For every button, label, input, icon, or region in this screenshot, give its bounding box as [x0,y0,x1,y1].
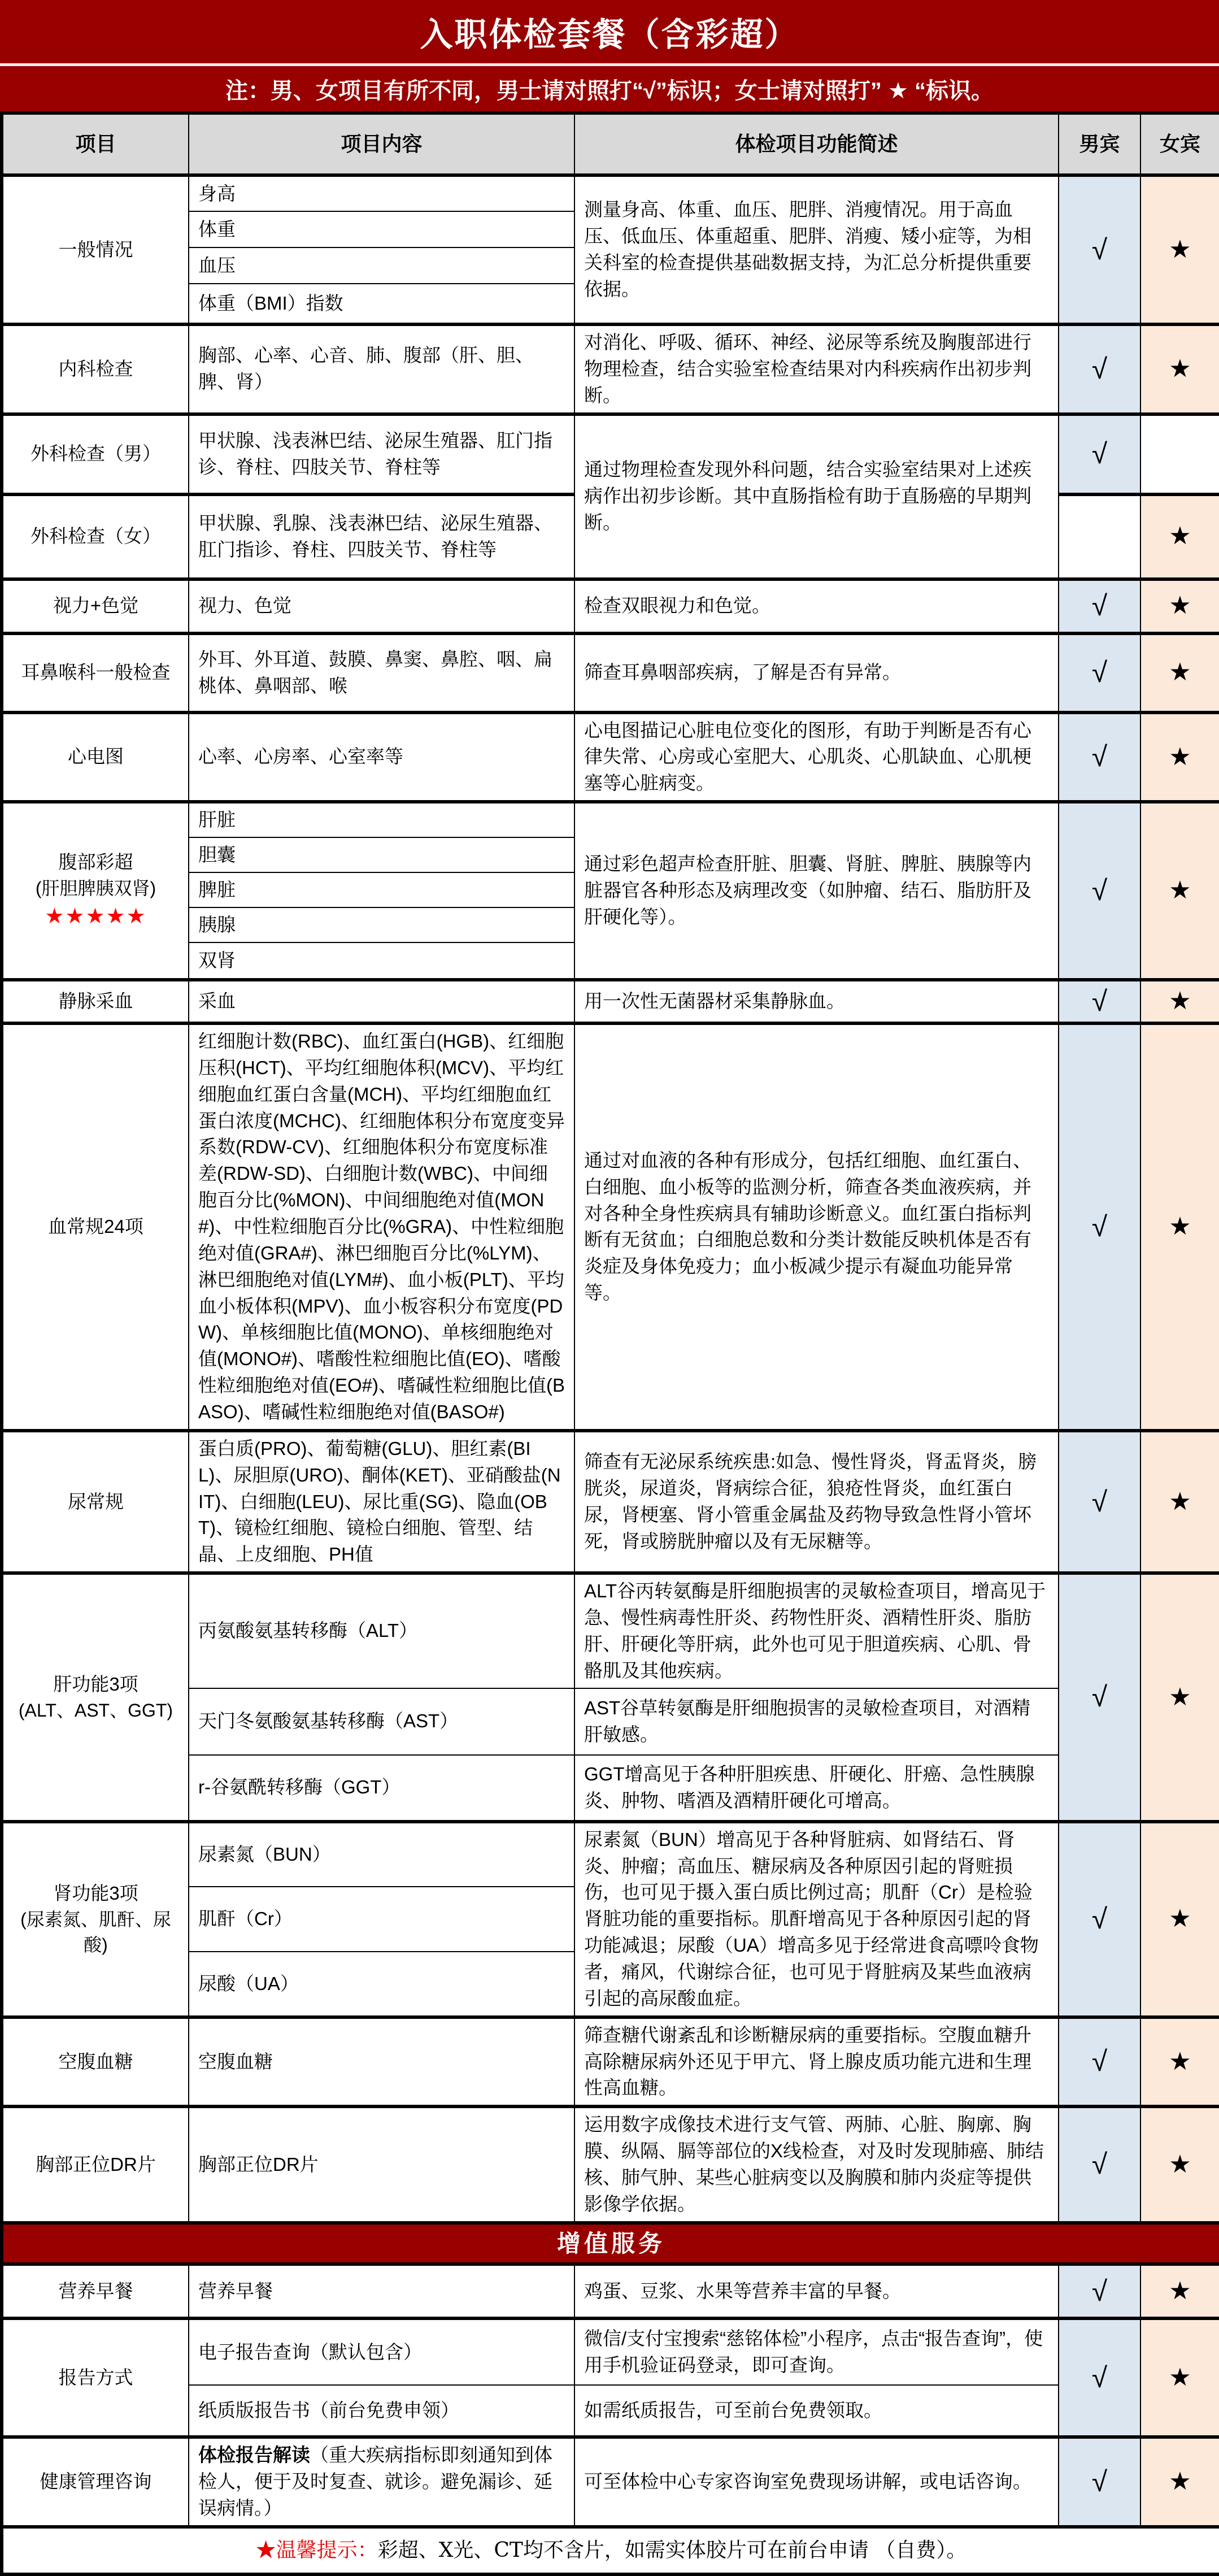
addon-services-banner: 增值服务 [2,2223,1219,2265]
mark-blood-draw-male: √ [1059,980,1140,1023]
header-desc: 体检项目功能简述 [574,113,1059,175]
item-liver-panel-sub: (ALT、AST、GGT) [18,1700,173,1721]
content-liver-organ: 肝脏 [189,802,574,837]
content-surgical-male: 甲状腺、浅表淋巴结、泌尿生殖器、肛门指诊、脊柱、四肢关节、脊柱等 [189,414,574,494]
table-header-row [2,113,1219,175]
content-bun: 尿素氮（BUN） [189,1822,574,1887]
item-internal: 内科检查 [2,324,189,414]
desc-ent: 筛查耳鼻咽部疾病，了解是否有异常。 [574,633,1059,713]
mark-kidney-female: ★ [1140,1822,1219,2017]
desc-ggt: GGT增高见于各种肝胆疾患、肝硬化、肝癌、急性胰腺炎、肿物、嗜酒及酒精肝硬化可增高。 [574,1755,1059,1822]
desc-ast: AST谷草转氨酶是肝细胞损害的灵敏检查项目，对酒精肝敏感。 [574,1688,1059,1755]
footer-tip-label: 温馨提示： [276,2539,378,2562]
mark-ecg-male: √ [1059,713,1140,802]
content-health-detail: （重大疾病指标即刻通知到体检人，便于及时复查、就诊。避免漏诊、延误病情。） [198,2444,552,2519]
item-cbc: 血常规24项 [2,1023,189,1431]
mark-ent-female: ★ [1140,633,1219,713]
desc-paper-report: 如需纸质报告，可至前台免费领取。 [574,2385,1059,2437]
desc-alt: ALT谷丙转氨酶是肝细胞损害的灵敏检查项目，增高见于急、慢性病毒性肝炎、药物性肝炎、酒精性肝炎、脂肪肝、肝硬化等肝病，此外也可见于胆道疾病、心肌、骨骼肌及其他疾病。 [574,1573,1059,1688]
item-ent: 耳鼻喉科一般检查 [2,633,189,713]
header-male: 男宾 [1059,113,1140,175]
mark-general-male: √ [1059,175,1140,324]
content-alt: 丙氨酸氨基转移酶（ALT） [189,1573,574,1688]
content-spleen: 脾脏 [189,872,574,907]
content-blood-draw: 采血 [189,980,574,1023]
mark-cbc-male: √ [1059,1023,1140,1431]
footer-tip-text: 彩超、X光、CT均不含片，如需实体胶片可在前台申请 （自费）。 [377,2539,967,2562]
content-bp: 血压 [189,247,574,284]
desc-blood-draw: 用一次性无菌器材采集静脉血。 [574,980,1059,1023]
item-liver-panel [2,1573,189,1821]
content-surgical-female: 甲状腺、乳腺、浅表淋巴结、泌尿生殖器、肛门指诊、脊柱、四肢关节、脊柱等 [189,494,574,579]
footer-tip [2,2527,1219,2574]
header-female: 女宾 [1140,113,1219,175]
desc-ultrasound: 通过彩色超声检查肝脏、胆囊、肾脏、脾脏、胰腺等内脏器官各种形态及病理改变（如肿瘤、结石、脂肪肝及肝硬化等）。 [574,802,1059,980]
page-title: 入职体检套餐（含彩超） [0,0,1219,63]
desc-breakfast: 鸡蛋、豆浆、水果等营养丰富的早餐。 [574,2264,1059,2318]
item-health: 健康管理咨询 [2,2437,189,2527]
mark-blood-draw-female: ★ [1140,980,1219,1023]
item-blood-draw: 静脉采血 [2,980,189,1023]
mark-urine-male: √ [1059,1431,1140,1573]
mark-health-female: ★ [1140,2437,1219,2527]
mark-surgical-male-female-empty [1140,414,1219,494]
desc-cbc: 通过对血液的各种有形成分，包括红细胞、血红蛋白、白细胞、血小板等的监测分析，筛查各类血液疾病，并对各种全身性疾病具有辅助诊断意义。血红蛋白指标判断有无贫血；白细胞总数和分类计数能反映机体是否有炎症及身体免疫力；血小板减少提示有凝血功能异常等。 [574,1023,1059,1431]
content-pancreas: 胰腺 [189,907,574,942]
header-item: 项目 [2,113,189,175]
content-ua: 尿酸（UA） [189,1952,574,2017]
content-breakfast: 营养早餐 [189,2264,574,2318]
content-health [189,2437,574,2527]
item-surgical-male: 外科检查（男） [2,414,189,494]
desc-ereport: 微信/支付宝搜索“慈铭体检”小程序，点击“报告查询”，使用手机验证码登录，即可查询。 [574,2318,1059,2385]
desc-internal: 对消化、呼吸、循环、神经、泌尿等系统及胸腹部进行物理检查，结合实验室检查结果对内科疾病作出初步判断。 [574,324,1059,414]
item-glucose: 空腹血糖 [2,2017,189,2107]
mark-kidney-male: √ [1059,1822,1140,2017]
content-cr: 肌酐（Cr） [189,1887,574,1952]
item-kidney-panel-name: 肾功能3项 [53,1882,138,1904]
content-dr: 胸部正位DR片 [189,2106,574,2222]
desc-vision: 检查双眼视力和色觉。 [574,579,1059,633]
desc-ecg: 心电图描记心脏电位变化的图形，有助于判断是否有心律失常、心房或心室肥大、心肌炎、心肌缺血、心肌梗塞等心脏病变。 [574,713,1059,802]
mark-cbc-female: ★ [1140,1023,1219,1431]
content-cbc: 红细胞计数(RBC)、血红蛋白(HGB)、红细胞压积(HCT)、平均红细胞体积(MCV)、平均红细胞血红蛋白含量(MCH)、平均红细胞血红蛋白浓度(MCHC)、红细胞体积分布宽度变异系数(RDW-CV)、红细胞体积分布宽度标准差(RDW-SD)、白细胞计数(WBC)、中间细胞百分比(%MON)、中间细胞绝对值(MON#)、中性粒细胞百分比(%GRA)、中性粒细胞绝对值(GRA#)、淋巴细胞百分比(%LYM)、淋巴细胞绝对值(LYM#)、血小板(PLT)、平均血小板体积(MPV)、血小板容积分布宽度(PDW)、单核细胞比值(MONO)、单核细胞绝对值(MONO#)、嗜酸性粒细胞比值(EO)、嗜酸性粒细胞绝对值(EO#)、嗜碱性粒细胞比值(BASO)、嗜碱性粒细胞绝对值(BASO#) [189,1023,574,1431]
item-ecg: 心电图 [2,713,189,802]
item-ultrasound-sub: (肝胆脾胰双肾) [35,878,156,899]
desc-glucose: 筛查糖代谢紊乱和诊断糖尿病的重要指标。空腹血糖升高除糖尿病外还见于甲亢、肾上腺皮质功能亢进和生理性高血糖。 [574,2017,1059,2107]
mark-breakfast-male: √ [1059,2264,1140,2318]
mark-urine-female: ★ [1140,1431,1219,1573]
mark-vision-female: ★ [1140,579,1219,633]
mark-report-female: ★ [1140,2318,1219,2437]
content-ecg: 心率、心房率、心室率等 [189,713,574,802]
mark-dr-male: √ [1059,2106,1140,2222]
item-vision: 视力+色觉 [2,579,189,633]
desc-dr: 运用数字成像技术进行支气管、两肺、心脏、胸廓、胸膜、纵隔、膈等部位的X线检查，对及时发现肺癌、肺结核、肺气肿、某些心脏病变以及胸膜和肺内炎症等提供影像学依据。 [574,2106,1059,2222]
item-ultrasound [2,802,189,980]
desc-health: 可至体检中心专家咨询室免费现场讲解，或电话咨询。 [574,2437,1059,2527]
mark-general-female: ★ [1140,175,1219,324]
mark-ultrasound-female: ★ [1140,802,1219,980]
content-bmi: 体重（BMI）指数 [189,284,574,324]
checkup-table [0,111,1219,2576]
content-weight: 体重 [189,211,574,247]
item-urine: 尿常规 [2,1431,189,1573]
mark-surgical-female-male-empty [1059,494,1140,579]
content-ggt: r-谷氨酰转移酶（GGT） [189,1755,574,1822]
content-glucose: 空腹血糖 [189,2017,574,2107]
item-kidney-panel [2,1822,189,2017]
mark-liver-female: ★ [1140,1573,1219,1821]
item-liver-panel-name: 肝功能3项 [53,1673,138,1695]
mark-report-male: √ [1059,2318,1140,2437]
desc-urine: 筛查有无泌尿系统疾患:如急、慢性肾炎，肾盂肾炎，膀胱炎，尿道炎，肾病综合征，狼疮性肾炎，血红蛋白尿，肾梗塞、肾小管重金属盐及药物导致急性肾小管坏死，肾或膀胱肿瘤以及有无尿糖等。 [574,1431,1059,1573]
content-urine: 蛋白质(PRO)、葡萄糖(GLU)、胆红素(BIL)、尿胆原(URO)、酮体(KET)、亚硝酸盐(NIT)、白细胞(LEU)、尿比重(SG)、隐血(OBT)、镜检红细胞、镜检白细胞、管型、结晶、上皮细胞、PH值 [189,1431,574,1573]
item-surgical-female: 外科检查（女） [2,494,189,579]
mark-dr-female: ★ [1140,2106,1219,2222]
mark-breakfast-female: ★ [1140,2264,1219,2318]
content-vision: 视力、色觉 [189,579,574,633]
item-kidney-panel-sub: (尿素氮、肌酐、尿酸) [20,1909,171,1956]
content-health-title: 体检报告解读 [198,2444,310,2466]
mark-glucose-female: ★ [1140,2017,1219,2107]
item-dr: 胸部正位DR片 [2,2106,189,2222]
desc-general: 测量身高、体重、血压、肥胖、消瘦情况。用于高血压、低血压、体重超重、肥胖、消瘦、矮小症等，为相关科室的检查提供基础数据支持，为汇总分析提供重要依据。 [574,175,1059,324]
mark-liver-male: √ [1059,1573,1140,1821]
mark-internal-female: ★ [1140,324,1219,414]
content-gallbladder: 胆囊 [189,837,574,872]
rating-stars: ★★★★★ [45,904,147,928]
mark-ent-male: √ [1059,633,1140,713]
header-content: 项目内容 [189,113,574,175]
mark-ultrasound-male: √ [1059,802,1140,980]
content-paper-report: 纸质版报告书（前台免费申领） [189,2385,574,2437]
content-ereport: 电子报告查询（默认包含） [189,2318,574,2385]
mark-vision-male: √ [1059,579,1140,633]
mark-health-male: √ [1059,2437,1140,2527]
mark-glucose-male: √ [1059,2017,1140,2107]
desc-surgical: 通过物理检查发现外科问题，结合实验室结果对上述疾病作出初步诊断。其中直肠指检有助于直肠癌的早期判断。 [574,414,1059,579]
mark-surgical-male: √ [1059,414,1140,494]
mark-surgical-female: ★ [1140,494,1219,579]
mark-internal-male: √ [1059,324,1140,414]
item-breakfast: 营养早餐 [2,2264,189,2318]
content-height: 身高 [189,175,574,211]
content-ast: 天门冬氨酸氨基转移酶（AST） [189,1688,574,1755]
item-report: 报告方式 [2,2318,189,2437]
content-ent: 外耳、外耳道、鼓膜、鼻窦、鼻腔、咽、扁桃体、鼻咽部、喉 [189,633,574,713]
desc-kidney: 尿素氮（BUN）增高见于各种肾脏病、如肾结石、肾炎、肿瘤；高血压、糖尿病及各种原因引起的肾赃损伤，也可见于摄入蛋白质比例过高；肌酐（Cr）是检验肾脏功能的重要指标。肌酐增高见于各种原因引起的肾功能减退；尿酸（UA）增高多见于经常进食高嘌呤食物者，痛风，代谢综合征，也可见于肾脏病及某些血液病引起的高尿酸血症。 [574,1822,1059,2017]
mark-ecg-female: ★ [1140,713,1219,802]
content-internal: 胸部、心率、心音、肺、腹部（肝、胆、脾、肾） [189,324,574,414]
footer-star-icon: ★ [255,2539,276,2562]
note-banner: 注：男、女项目有所不同，男士请对照打“√”标识；女士请对照打” ★ “标识。 [0,63,1219,111]
item-general: 一般情况 [2,175,189,324]
content-kidneys: 双肾 [189,942,574,980]
item-ultrasound-name: 腹部彩超 [58,852,133,873]
